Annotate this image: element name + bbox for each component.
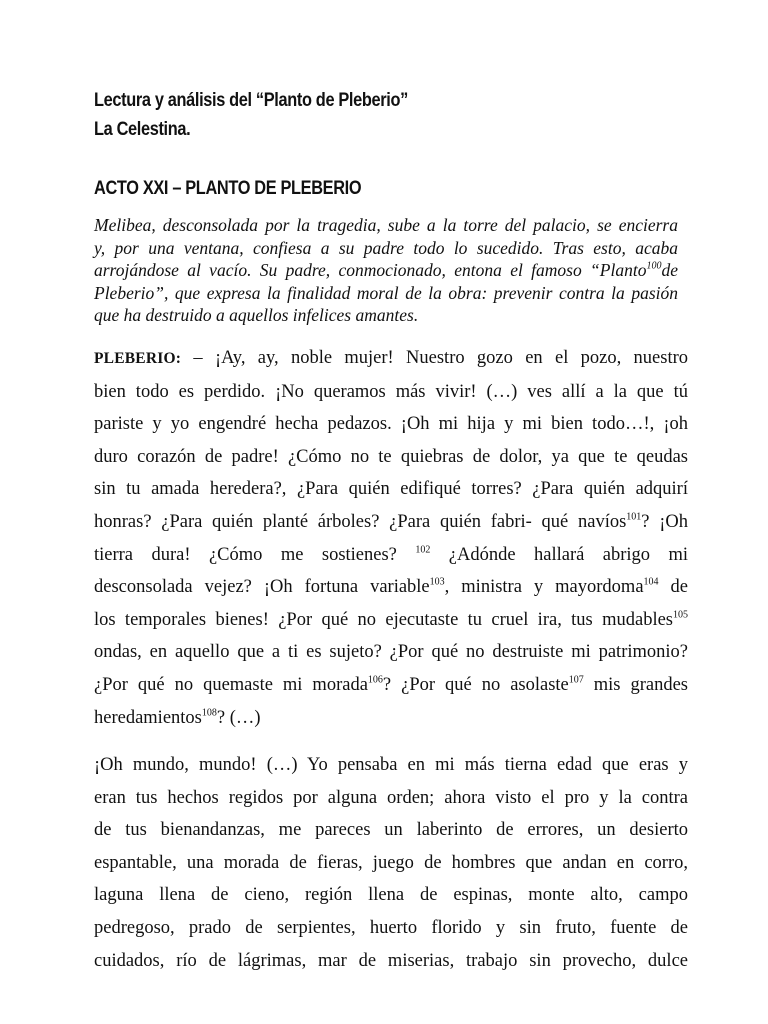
text-line: ondas, en aquello que a ti es sujeto? ¿Por qué no destruiste mi patrimonio? xyxy=(94,642,688,663)
intro-text: de xyxy=(661,260,678,281)
text-span: de xyxy=(670,577,689,598)
intro-line: Melibea, desconsolada por la tragedia, sube a la torre del palacio, se encierra xyxy=(94,215,678,235)
text-line: bien todo es perdido. ¡No queramos más vivir! (…) ves allí a la que tú xyxy=(94,381,688,402)
footnote-ref: 104 xyxy=(643,576,659,588)
text-span: ? (…) xyxy=(216,707,261,728)
text-line: laguna llena de cieno, región llena de espinas, monte alto, campo xyxy=(94,885,688,906)
document-title: Lectura y análisis del “Planto de Pleberio” xyxy=(94,90,408,111)
intro-line: y, por una ventana, confiesa a su padre todo lo sucedido. Tras esto, acaba xyxy=(94,237,678,258)
intro-line xyxy=(94,259,678,282)
intro-text: arrojándose al vacío. Su padre, conmocionado, entona el famoso “Planto xyxy=(94,260,647,281)
intro-line: que ha destruido a aquellos infelices amantes. xyxy=(94,305,419,326)
text-span: tierra dura! ¿Cómo me sostienes? xyxy=(94,544,397,565)
text-span: ? ¡Oh xyxy=(641,511,688,532)
footnote-ref: 108 xyxy=(201,707,217,719)
text-span: heredamientos xyxy=(94,707,202,728)
text-span: ¿Por qué no quemaste mi morada xyxy=(94,674,368,695)
text-line: pariste y yo engendré hecha pedazos. ¡Oh mi hija y mi bien todo…!, ¡oh xyxy=(94,414,688,435)
text-line: ¡Oh mundo, mundo! (…) Yo pensaba en mi más tierna edad que eras y xyxy=(94,755,688,775)
text-line: pedregoso, prado de serpientes, huerto florido y sin fruto, fuente de xyxy=(94,917,688,938)
footnote-ref: 103 xyxy=(429,576,445,588)
text-line xyxy=(94,669,688,702)
text-span: honras? ¿Para quién planté árboles? ¿Para quién fabri- qué navíos xyxy=(94,511,627,532)
footnote-ref: 107 xyxy=(568,674,584,686)
text-line: duro corazón de padre! ¿Cómo no te quiebras de dolor, ya que te qeudas xyxy=(94,446,688,467)
text-line: cuidados, río de lágrimas, mar de miserias, trabajo sin provecho, dulce xyxy=(94,950,688,971)
paragraph-pleberio xyxy=(94,342,688,734)
text-line xyxy=(94,571,688,604)
footnote-ref: 105 xyxy=(673,609,688,621)
act-heading: ACTO XXI – PLANTO DE PLEBERIO xyxy=(94,178,362,199)
text-span: ¿Adónde hallará abrigo mi xyxy=(448,544,689,565)
text-line xyxy=(94,702,688,735)
footnote-ref: 106 xyxy=(367,674,383,686)
text-line xyxy=(94,506,688,539)
footnote-ref: 100 xyxy=(646,260,662,272)
title-block xyxy=(94,86,459,144)
footnote-ref: 101 xyxy=(626,511,642,523)
text-line: sin tu amada heredera?, ¿Para quién edifiqué torres? ¿Para quién adquirí xyxy=(94,479,688,500)
document-subtitle: La Celestina. xyxy=(94,119,191,140)
text-line: espantable, una morada de fieras, juego de hombres que andan en corro, xyxy=(94,852,688,873)
text-span: los temporales bienes! ¿Por qué no ejecutaste tu cruel ira, tus mudables xyxy=(94,609,673,630)
footnote-ref: 102 xyxy=(415,544,431,556)
text-line xyxy=(94,604,688,637)
speaker-name: PLEBERIO: xyxy=(94,350,182,367)
text-span: mis grandes xyxy=(593,674,688,695)
text-line: de tus bienandanzas, me pareces un laberinto de errores, un desierto xyxy=(94,820,688,841)
text-span: ? ¿Por qué no asolaste xyxy=(382,674,569,695)
text-line xyxy=(94,539,688,572)
text-span: desconsolada vejez? ¡Oh fortuna variable xyxy=(94,577,430,598)
text-span: , ministra y mayordoma xyxy=(444,577,644,598)
text-span: – ¡Ay, ay, noble mujer! Nuestro gozo en el pozo, nuestro xyxy=(193,348,689,368)
text-line: eran tus hechos regidos por alguna orden; ahora visto el pro y la contra xyxy=(94,787,688,808)
intro-paragraph xyxy=(94,214,678,327)
text-line xyxy=(94,342,688,376)
paragraph-mundo xyxy=(94,749,688,977)
intro-line: Pleberio”, que expresa la finalidad moral de la obra: prevenir contra la pasión xyxy=(94,282,678,303)
